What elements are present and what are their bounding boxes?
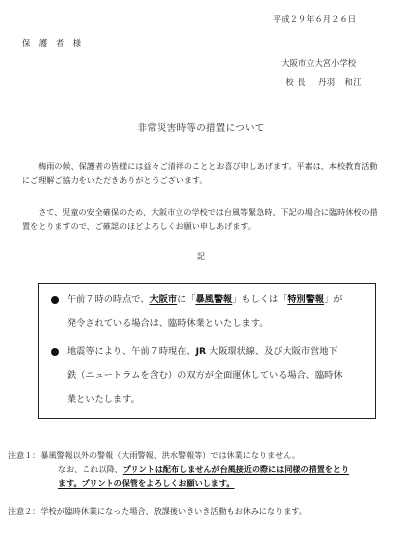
special-warning-text: 特別警報 (287, 294, 325, 305)
closure-conditions-box (38, 283, 376, 419)
text-segment: に「 (177, 294, 196, 305)
purpose-paragraph: さて、児童の安全確保のため、大阪市立の学校では台風等緊急時、下記の場合に臨時休校の措置をとりますので、ご確認のほどよろしくお願い申しあげます。 (22, 207, 378, 231)
text-segment: 午前７時の時点で、 (67, 294, 150, 305)
text-segment: 」が (324, 294, 343, 305)
note-2: 注意２：学校が臨時休業になった場合、放課後いきいき活動もお休みになります。 (8, 506, 307, 516)
note-1-emphasis: プリントは配布しませんが台風接近の際には同様の措置をとり (122, 464, 350, 474)
greeting-paragraph: 梅雨の候、保護者の皆様には益々ご清祥のこととお喜び申しあげます。平素は、本校教育活動にご理解ご協力をいただきありがとうございます。 (22, 161, 378, 185)
note-1-emphasis-end: ます。プリントの保管をよろしくお願いします。 (58, 478, 235, 488)
ki-heading: 記 (197, 252, 205, 261)
bullet-icon (51, 296, 59, 304)
text-segment: 」もしくは「 (232, 294, 288, 305)
storm-warning-text: 暴風警報 (195, 294, 233, 305)
condition-1-line-2: 発令されている場合は、臨時休業といたします。 (67, 318, 269, 329)
text-segment: 地震等により、午前７時現在、 (67, 346, 196, 357)
issue-date: 平成２９年６月２６日 (273, 14, 356, 24)
text-segment: なお、これ以降、 (58, 464, 123, 474)
bullet-icon (51, 348, 59, 356)
condition-1-line-1 (67, 289, 342, 311)
note-1: 注意１：暴風警報以外の警報（大雨警報、洪水警報等）では休業になりません。 (8, 450, 300, 460)
document-title: 非常災害時等の措置について (137, 123, 265, 134)
condition-2-line-3: 業といたします。 (67, 394, 140, 405)
osaka-city-text: 大阪市 (149, 294, 178, 305)
jr-text: JR (195, 346, 207, 357)
note-1-continued (58, 462, 349, 476)
condition-2-line-1 (67, 341, 338, 363)
principal-name: 校 長 丹羽 和江 (285, 77, 362, 87)
school-name: 大阪市立大宮小学校 (281, 58, 356, 68)
text-segment: 大阪環状線、及び大阪市営地下 (206, 346, 338, 357)
addressee: 保 護 者 様 (22, 38, 85, 48)
condition-2-line-2: 鉄（ニュートラムを含む）の双方が全面運休している場合、臨時休 (67, 370, 343, 381)
